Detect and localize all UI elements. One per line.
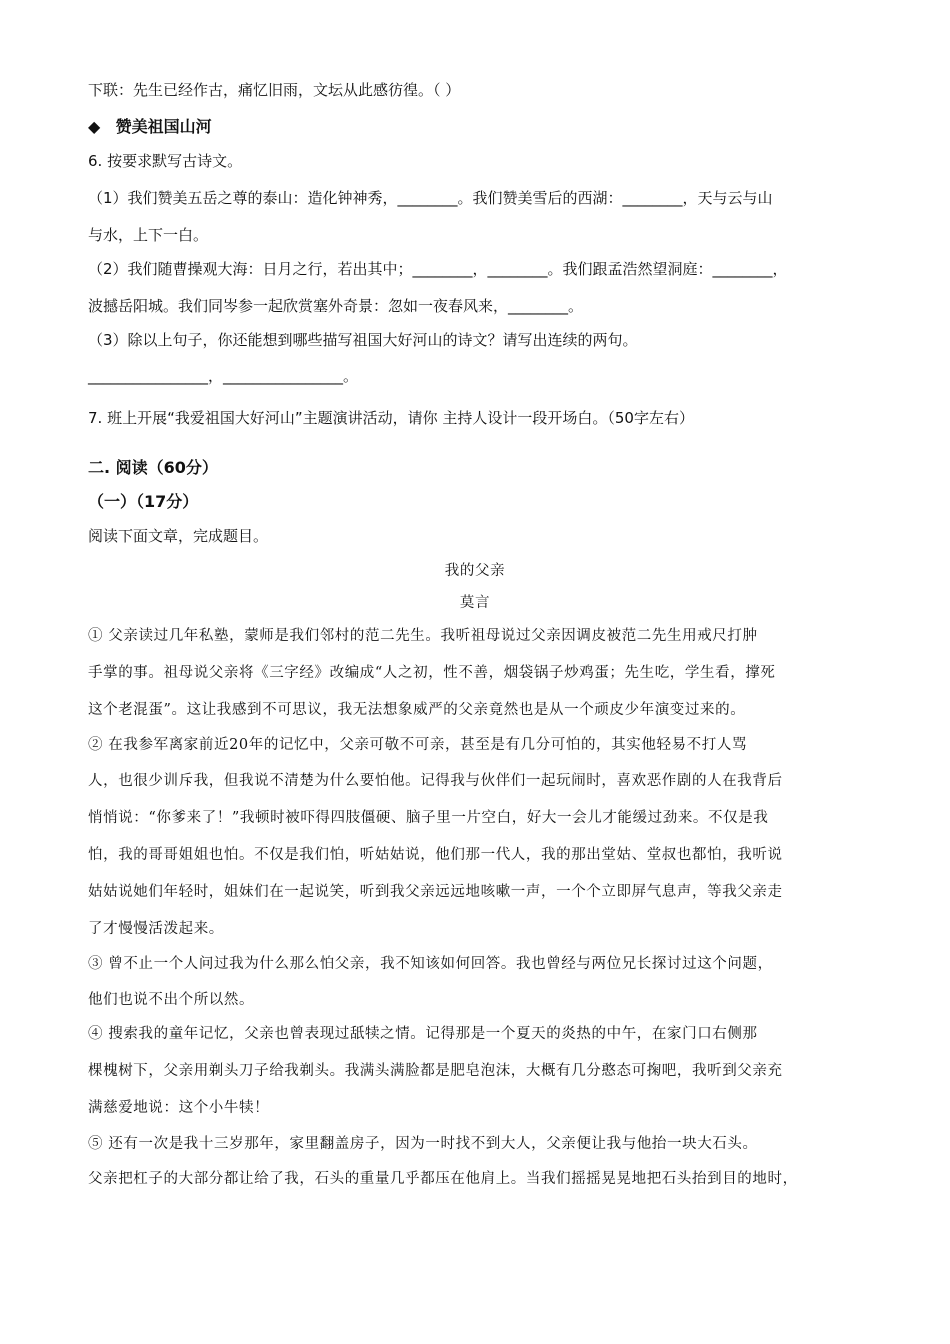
article-line: 怕，我的哥哥姐姐也怕。不仅是我们怕，听姑姑说，他们那一代人，我的那出堂姑、堂叔也都怕，我听说 <box>88 847 783 863</box>
subsection-heading: （一）（17分） <box>88 492 199 511</box>
question-6-part1-line2: 与水，上下一白。 <box>88 226 209 244</box>
article-line: ④ 搜索我的童年记忆，父亲也曾表现过舐犊之情。记得那是一个夏天的炎热的中午，在家门口右侧那 <box>88 1026 758 1042</box>
question-6-part3-line1: （3）除以上句子，你还能想到哪些描写祖国大好河山的诗文？请写出连续的两句。 <box>88 331 638 349</box>
question-6-part1-line1: （1）我们赞美五岳之尊的泰山：造化钟神秀，________。我们赞美雪后的西湖：________，天与云与山 <box>88 189 773 207</box>
article-title: 我的父亲 <box>444 563 506 579</box>
diamond-bullet-icon: ◆ <box>88 117 101 136</box>
article-line: ① 父亲读过几年私塾，蒙师是我们邻村的范二先生。我听祖母说过父亲因调皮被范二先生用戒尺打肿 <box>88 628 758 644</box>
section-heading-reading: 二. 阅读（60分） <box>88 458 218 477</box>
article-line: 他们也说不出个所以然。 <box>88 992 255 1008</box>
section-heading-praise <box>88 117 868 137</box>
question-7: 7. 班上开展“我爱祖国大好河山”主题演讲活动，请你 主持人设计一段开场白。（50字左右） <box>88 409 694 427</box>
article-line: 悄悄说：“你爹来了！”我顿时被吓得四肢僵硬、脑子里一片空白，好大一会儿才能缓过劲来。不仅是我 <box>88 810 769 826</box>
article-line: 父亲把杠子的大部分都让给了我，石头的重量几乎都压在他肩上。当我们摇摇晃晃地把石头抬到目的地时， <box>88 1171 798 1187</box>
couplet-second-line: 下联：先生已经作古，痛忆旧雨，文坛从此感彷徨。（ ） <box>88 81 461 99</box>
article-author: 莫言 <box>459 595 491 611</box>
article-line: 这个老混蛋”。这让我感到不可思议，我无法想象威严的父亲竟然也是从一个顽皮少年演变过来的。 <box>88 702 746 718</box>
question-6-part3-answer-blanks: ________________，________________。 <box>88 367 359 385</box>
question-6-title: 6. 按要求默写古诗文。 <box>88 152 243 170</box>
article-line: 满慈爱地说：这个小牛犊！ <box>88 1100 270 1116</box>
article-line: 人，也很少训斥我，但我说不清楚为什么要怕他。记得我与伙伴们一起玩闹时，喜欢恶作剧的人在我背后 <box>88 773 783 789</box>
article-line: 棵槐树下，父亲用剃头刀子给我剃头。我满头满脸都是肥皂泡沫，大概有几分憨态可掬吧，我听到父亲充 <box>88 1063 783 1079</box>
article-line: 手掌的事。祖母说父亲将《三字经》改编成“人之初，性不善，烟袋锅子炒鸡蛋；先生吃，学生看，撑死 <box>88 665 776 681</box>
question-6-part2-line2: 波撼岳阳城。我们同岑参一起欣赏塞外奇景：忽如一夜春风来，________。 <box>88 297 584 315</box>
article-line: 了才慢慢活泼起来。 <box>88 921 224 937</box>
question-6-part2-line1: （2）我们随曹操观大海：日月之行，若出其中；________，________。我们跟孟浩然望洞庭：________， <box>88 260 788 278</box>
article-line: ③ 曾不止一个人问过我为什么那么怕父亲，我不知该如何回答。我也曾经与两位兄长探讨过这个问题， <box>88 956 773 972</box>
section-title: 赞美祖国山河 <box>115 117 212 136</box>
reading-instruction: 阅读下面文章，完成题目。 <box>88 527 269 545</box>
article-line: 姑姑说她们年轻时，姐妹们在一起说笑，听到我父亲远远地咳嗽一声，一个个立即屏气息声，等我父亲走 <box>88 884 783 900</box>
article-line: ② 在我参军离家前近20年的记忆中，父亲可敬不可亲，甚至是有几分可怕的，其实他轻易不打人骂 <box>88 737 748 753</box>
article-line: ⑤ 还有一次是我十三岁那年，家里翻盖房子，因为一时找不到大人，父亲便让我与他抬一块大石头。 <box>88 1136 758 1152</box>
